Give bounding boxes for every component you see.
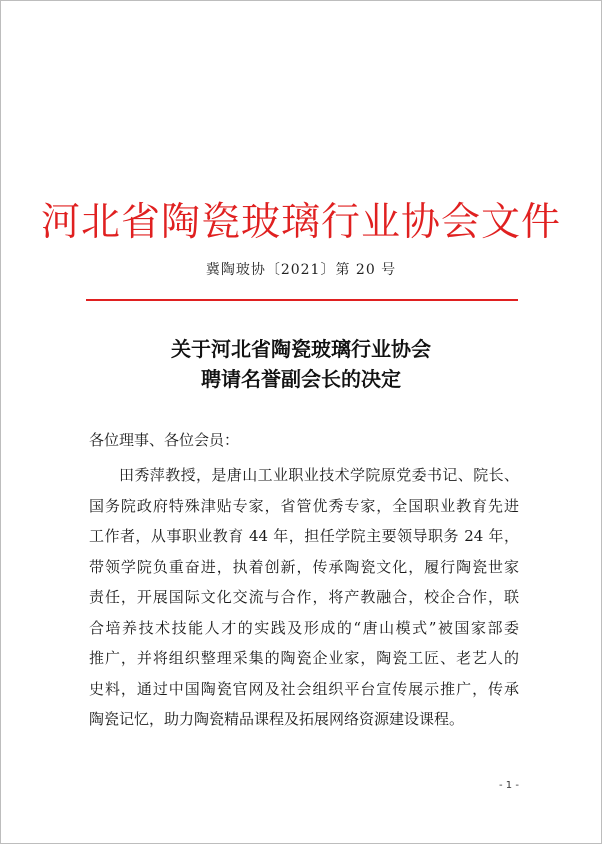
body-line: 责任，开展国际文化交流与合作，将产教融合，校企合作，联 xyxy=(89,588,519,606)
body-line: 推广，并将组织整理采集的陶瓷企业家，陶瓷工匠、老艺人的 xyxy=(89,649,519,667)
page-number: - 1 - xyxy=(499,780,519,791)
body-line: 史料，通过中国陶瓷官网及社会组织平台宣传展示推广，传承 xyxy=(89,679,519,698)
body-line: 合培养技术技能人才的实践及形成的“唐山模式”被国家部委 xyxy=(89,618,519,637)
body-paragraph xyxy=(89,460,519,735)
body-line: 国务院政府特殊津贴专家，省管优秀专家，全国职业教育先进 xyxy=(89,496,519,515)
salutation: 各位理事、各位会员： xyxy=(89,431,240,449)
decision-title xyxy=(1,334,601,394)
document-number: 冀陶玻协〔2021〕第 20 号 xyxy=(205,262,397,278)
red-divider-line xyxy=(86,299,518,301)
body-line: 田秀萍教授，是唐山工业职业技术学院原党委书记、院长、 xyxy=(119,466,519,484)
body-line: 带领学院负重奋进，执着创新，传承陶瓷文化，履行陶瓷世家 xyxy=(89,557,519,576)
body-line: 陶瓷记忆，助力陶瓷精品课程及拓展网络资源建设课程。 xyxy=(89,710,465,728)
decision-title-line-1: 关于河北省陶瓷玻璃行业协会 xyxy=(171,337,431,361)
body-line: 工作者，从事职业教育 44 年，担任学院主要领导职务 24 年， xyxy=(89,527,519,545)
decision-title-line-2: 聘请名誉副会长的决定 xyxy=(201,367,401,391)
document-header-title: 河北省陶瓷玻璃行业协会文件 xyxy=(40,200,561,245)
